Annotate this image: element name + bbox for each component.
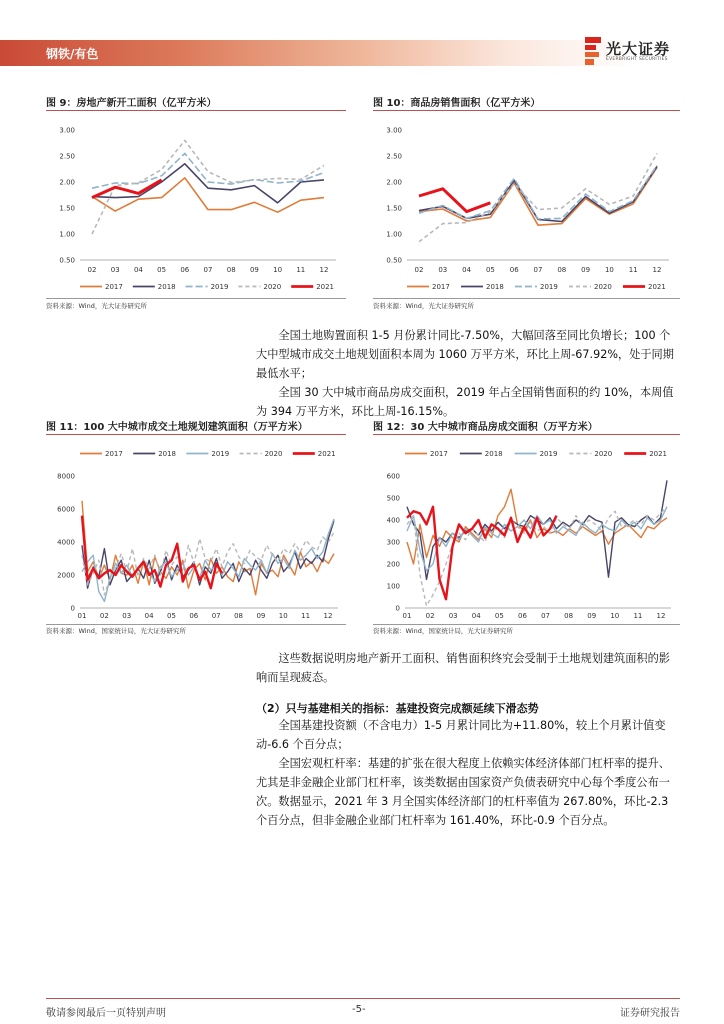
figure-10-source: 资料来源：Wind，光大证券研究所 <box>373 302 474 310</box>
x-tick-label: 05 <box>166 612 176 620</box>
series-line-2018 <box>419 166 657 221</box>
x-tick-label: 11 <box>628 266 638 274</box>
legend-label-2021: 2021 <box>649 450 668 458</box>
figure-11-title-rule <box>46 434 346 435</box>
logo-text-en: EVERBRIGHT SECURITIES <box>606 57 668 62</box>
x-tick-label: 07 <box>211 612 221 620</box>
y-tick-label: 2000 <box>57 571 75 580</box>
x-tick-label: 09 <box>256 612 266 620</box>
y-tick-label: 2.00 <box>59 178 75 187</box>
legend-label-2018: 2018 <box>484 450 503 458</box>
figure-10-title: 图 10：商品房销售面积（亿平方米） <box>373 98 541 109</box>
x-tick-label: 03 <box>448 612 458 620</box>
footer-page-number: -5- <box>352 1004 366 1015</box>
figure-11-title: 图 11：100 大中城市成交土地规划建筑面积（万平方米） <box>46 422 308 433</box>
x-tick-label: 12 <box>652 266 662 274</box>
company-logo <box>584 36 684 70</box>
y-tick-label: 0.50 <box>59 256 75 265</box>
figure-10-title-rule <box>373 110 680 111</box>
x-tick-label: 08 <box>557 266 567 274</box>
x-tick-label: 08 <box>564 612 574 620</box>
paragraph-macro-leverage: 全国宏观杠杆率：基建的扩张在很大程度上依赖实体经济体部门杠杆率的提升、尤其是非金融企业部门杠杆率，该类数据由国家资产负债表研究中心每个季度公布一次。数据显示，2021 年 3 月全国实体经济部门的杠杆率值为 267.80%，环比-2.3 个百分点，但非金融企业部门杠杆率为 161.40%，环比-0.9 个百分点。 <box>256 757 670 827</box>
legend-label-2018: 2018 <box>157 283 176 291</box>
x-tick-label: 09 <box>587 612 597 620</box>
figure-11-chart <box>46 442 346 622</box>
x-tick-label: 02 <box>425 612 435 620</box>
legend-label-2019: 2019 <box>540 283 558 291</box>
x-tick-label: 04 <box>471 612 481 620</box>
x-tick-label: 07 <box>203 266 213 274</box>
y-tick-label: 8000 <box>57 472 75 481</box>
figure-9-title: 图 9：房地产新开工面积（亿平方米） <box>46 98 217 109</box>
x-tick-label: 05 <box>494 612 504 620</box>
series-line-2019 <box>92 153 324 188</box>
x-tick-label: 09 <box>249 266 259 274</box>
x-tick-label: 06 <box>517 612 527 620</box>
y-tick-label: 2.50 <box>59 152 75 161</box>
paragraph-30-cities: 全国 30 大中城市商品房成交面积，2019 年占全国销售面积的约 10%，本周值为 394 万平方米，环比上周-16.15%。 <box>256 386 674 418</box>
figure-12-source-rule <box>373 624 680 625</box>
y-tick-label: 300 <box>386 538 400 547</box>
figure-12-chart <box>373 442 680 622</box>
legend-label-2019: 2019 <box>211 450 230 458</box>
figure-12-source: 资料来源：Wind，国家统计局，光大证券研究所 <box>373 627 513 635</box>
x-tick-label: 08 <box>226 266 236 274</box>
x-tick-label: 10 <box>604 266 614 274</box>
section-subheading: （2）只与基建相关的指标：基建投资完成额延续下滑态势 <box>256 702 539 715</box>
y-tick-label: 0 <box>70 604 75 613</box>
figure-11-source: 资料来源：Wind，国家统计局，光大证券研究所 <box>46 627 186 635</box>
figure-12-title: 图 12：30 大中城市商品房成交面积（万平方米） <box>373 422 598 433</box>
x-tick-label: 05 <box>157 266 167 274</box>
x-tick-label: 11 <box>301 612 311 620</box>
x-tick-label: 03 <box>122 612 132 620</box>
footer-report-label: 证券研究报告 <box>620 1008 680 1019</box>
x-tick-label: 09 <box>581 266 591 274</box>
legend-label-2018: 2018 <box>158 450 177 458</box>
y-tick-label: 6000 <box>57 505 75 514</box>
x-tick-label: 11 <box>296 266 306 274</box>
legend-label-2017: 2017 <box>105 450 123 458</box>
x-tick-label: 08 <box>234 612 244 620</box>
y-tick-label: 100 <box>386 582 400 591</box>
x-tick-label: 04 <box>462 266 472 274</box>
legend-label-2020: 2020 <box>263 283 282 291</box>
infra-paragraphs <box>256 716 680 830</box>
x-tick-label: 12 <box>323 612 333 620</box>
series-line-2019 <box>419 165 657 219</box>
y-tick-label: 600 <box>386 472 400 481</box>
legend-label-2017: 2017 <box>432 283 450 291</box>
legend-label-2020: 2020 <box>594 283 612 291</box>
x-tick-label: 06 <box>180 266 190 274</box>
x-tick-label: 03 <box>110 266 120 274</box>
paragraph-land-purchase: 全国土地购置面积 1-5 月份累计同比-7.50%，大幅回落至同比负增长；100 个大中型城市成交土地规划面积本周为 1060 万平方米，环比上周-67.92%，处于同期最低水平； <box>256 329 674 380</box>
legend-label-2018: 2018 <box>486 283 504 291</box>
x-tick-label: 07 <box>533 266 543 274</box>
legend-label-2017: 2017 <box>105 283 123 291</box>
x-tick-label: 02 <box>99 612 109 620</box>
paragraph-infra-investment: 全国基建投资额（不含电力）1-5 月累计同比为+11.80%，较上个月累计值变动-6.6 个百分点； <box>256 719 666 751</box>
paragraph-conclusion: 这些数据说明房地产新开工面积、销售面积终究会受制于土地规划建筑面积的影响而呈现疲态。 <box>256 652 670 684</box>
x-tick-label: 12 <box>656 612 666 620</box>
x-tick-label: 02 <box>414 266 424 274</box>
y-tick-label: 400 <box>386 516 400 525</box>
legend-label-2020: 2020 <box>264 450 283 458</box>
legend-label-2021: 2021 <box>648 283 666 291</box>
x-tick-label: 01 <box>77 612 87 620</box>
x-tick-label: 10 <box>278 612 288 620</box>
y-tick-label: 3.00 <box>59 126 75 135</box>
x-tick-label: 06 <box>509 266 519 274</box>
x-tick-label: 01 <box>402 612 412 620</box>
x-tick-label: 07 <box>541 612 551 620</box>
legend-label-2021: 2021 <box>316 283 335 291</box>
legend-label-2019: 2019 <box>210 283 229 291</box>
figure-9-source: 资料来源：Wind，光大证券研究所 <box>46 302 147 310</box>
x-tick-label: 04 <box>133 266 143 274</box>
figure-12-title-rule <box>373 434 680 435</box>
x-tick-label: 06 <box>189 612 199 620</box>
figure-10-chart <box>373 118 680 296</box>
legend-label-2021: 2021 <box>317 450 336 458</box>
figure-9-title-rule <box>46 110 346 111</box>
legend-label-2020: 2020 <box>594 450 613 458</box>
series-line-2020 <box>419 153 657 241</box>
x-tick-label: 04 <box>144 612 154 620</box>
figure-9-chart <box>46 118 346 296</box>
series-line-2017 <box>419 167 657 225</box>
logo-mark-icon <box>584 36 602 66</box>
y-tick-label: 500 <box>386 494 400 503</box>
y-tick-label: 0.50 <box>386 256 402 265</box>
y-tick-label: 2.50 <box>386 152 402 161</box>
footer-disclaimer: 敬请参阅最后一页特别声明 <box>46 1008 166 1019</box>
x-tick-label: 12 <box>319 266 329 274</box>
land-paragraphs <box>256 326 680 421</box>
conclusion-block <box>256 649 680 687</box>
x-tick-label: 11 <box>633 612 643 620</box>
legend-label-2017: 2017 <box>430 450 448 458</box>
x-tick-label: 02 <box>87 266 97 274</box>
figure-9-source-rule <box>46 298 346 299</box>
y-tick-label: 2.00 <box>386 178 402 187</box>
logo-text-cn: 光大证券 <box>606 40 671 58</box>
x-tick-label: 03 <box>438 266 448 274</box>
figure-11-source-rule <box>46 624 346 625</box>
series-line-2019 <box>407 507 667 571</box>
legend-label-2019: 2019 <box>539 450 558 458</box>
y-tick-label: 1.50 <box>59 204 75 213</box>
y-tick-label: 4000 <box>57 538 75 547</box>
footer-rule <box>46 998 680 999</box>
y-tick-label: 0 <box>395 604 400 613</box>
y-tick-label: 200 <box>386 560 400 569</box>
y-tick-label: 1.50 <box>386 204 402 213</box>
figure-10-source-rule <box>373 298 680 299</box>
y-tick-label: 1.00 <box>59 230 75 239</box>
x-tick-label: 10 <box>610 612 620 620</box>
x-tick-label: 05 <box>485 266 495 274</box>
header-section-label: 钢铁/有色 <box>46 47 99 61</box>
y-tick-label: 3.00 <box>386 126 402 135</box>
x-tick-label: 10 <box>273 266 283 274</box>
y-tick-label: 1.00 <box>386 230 402 239</box>
